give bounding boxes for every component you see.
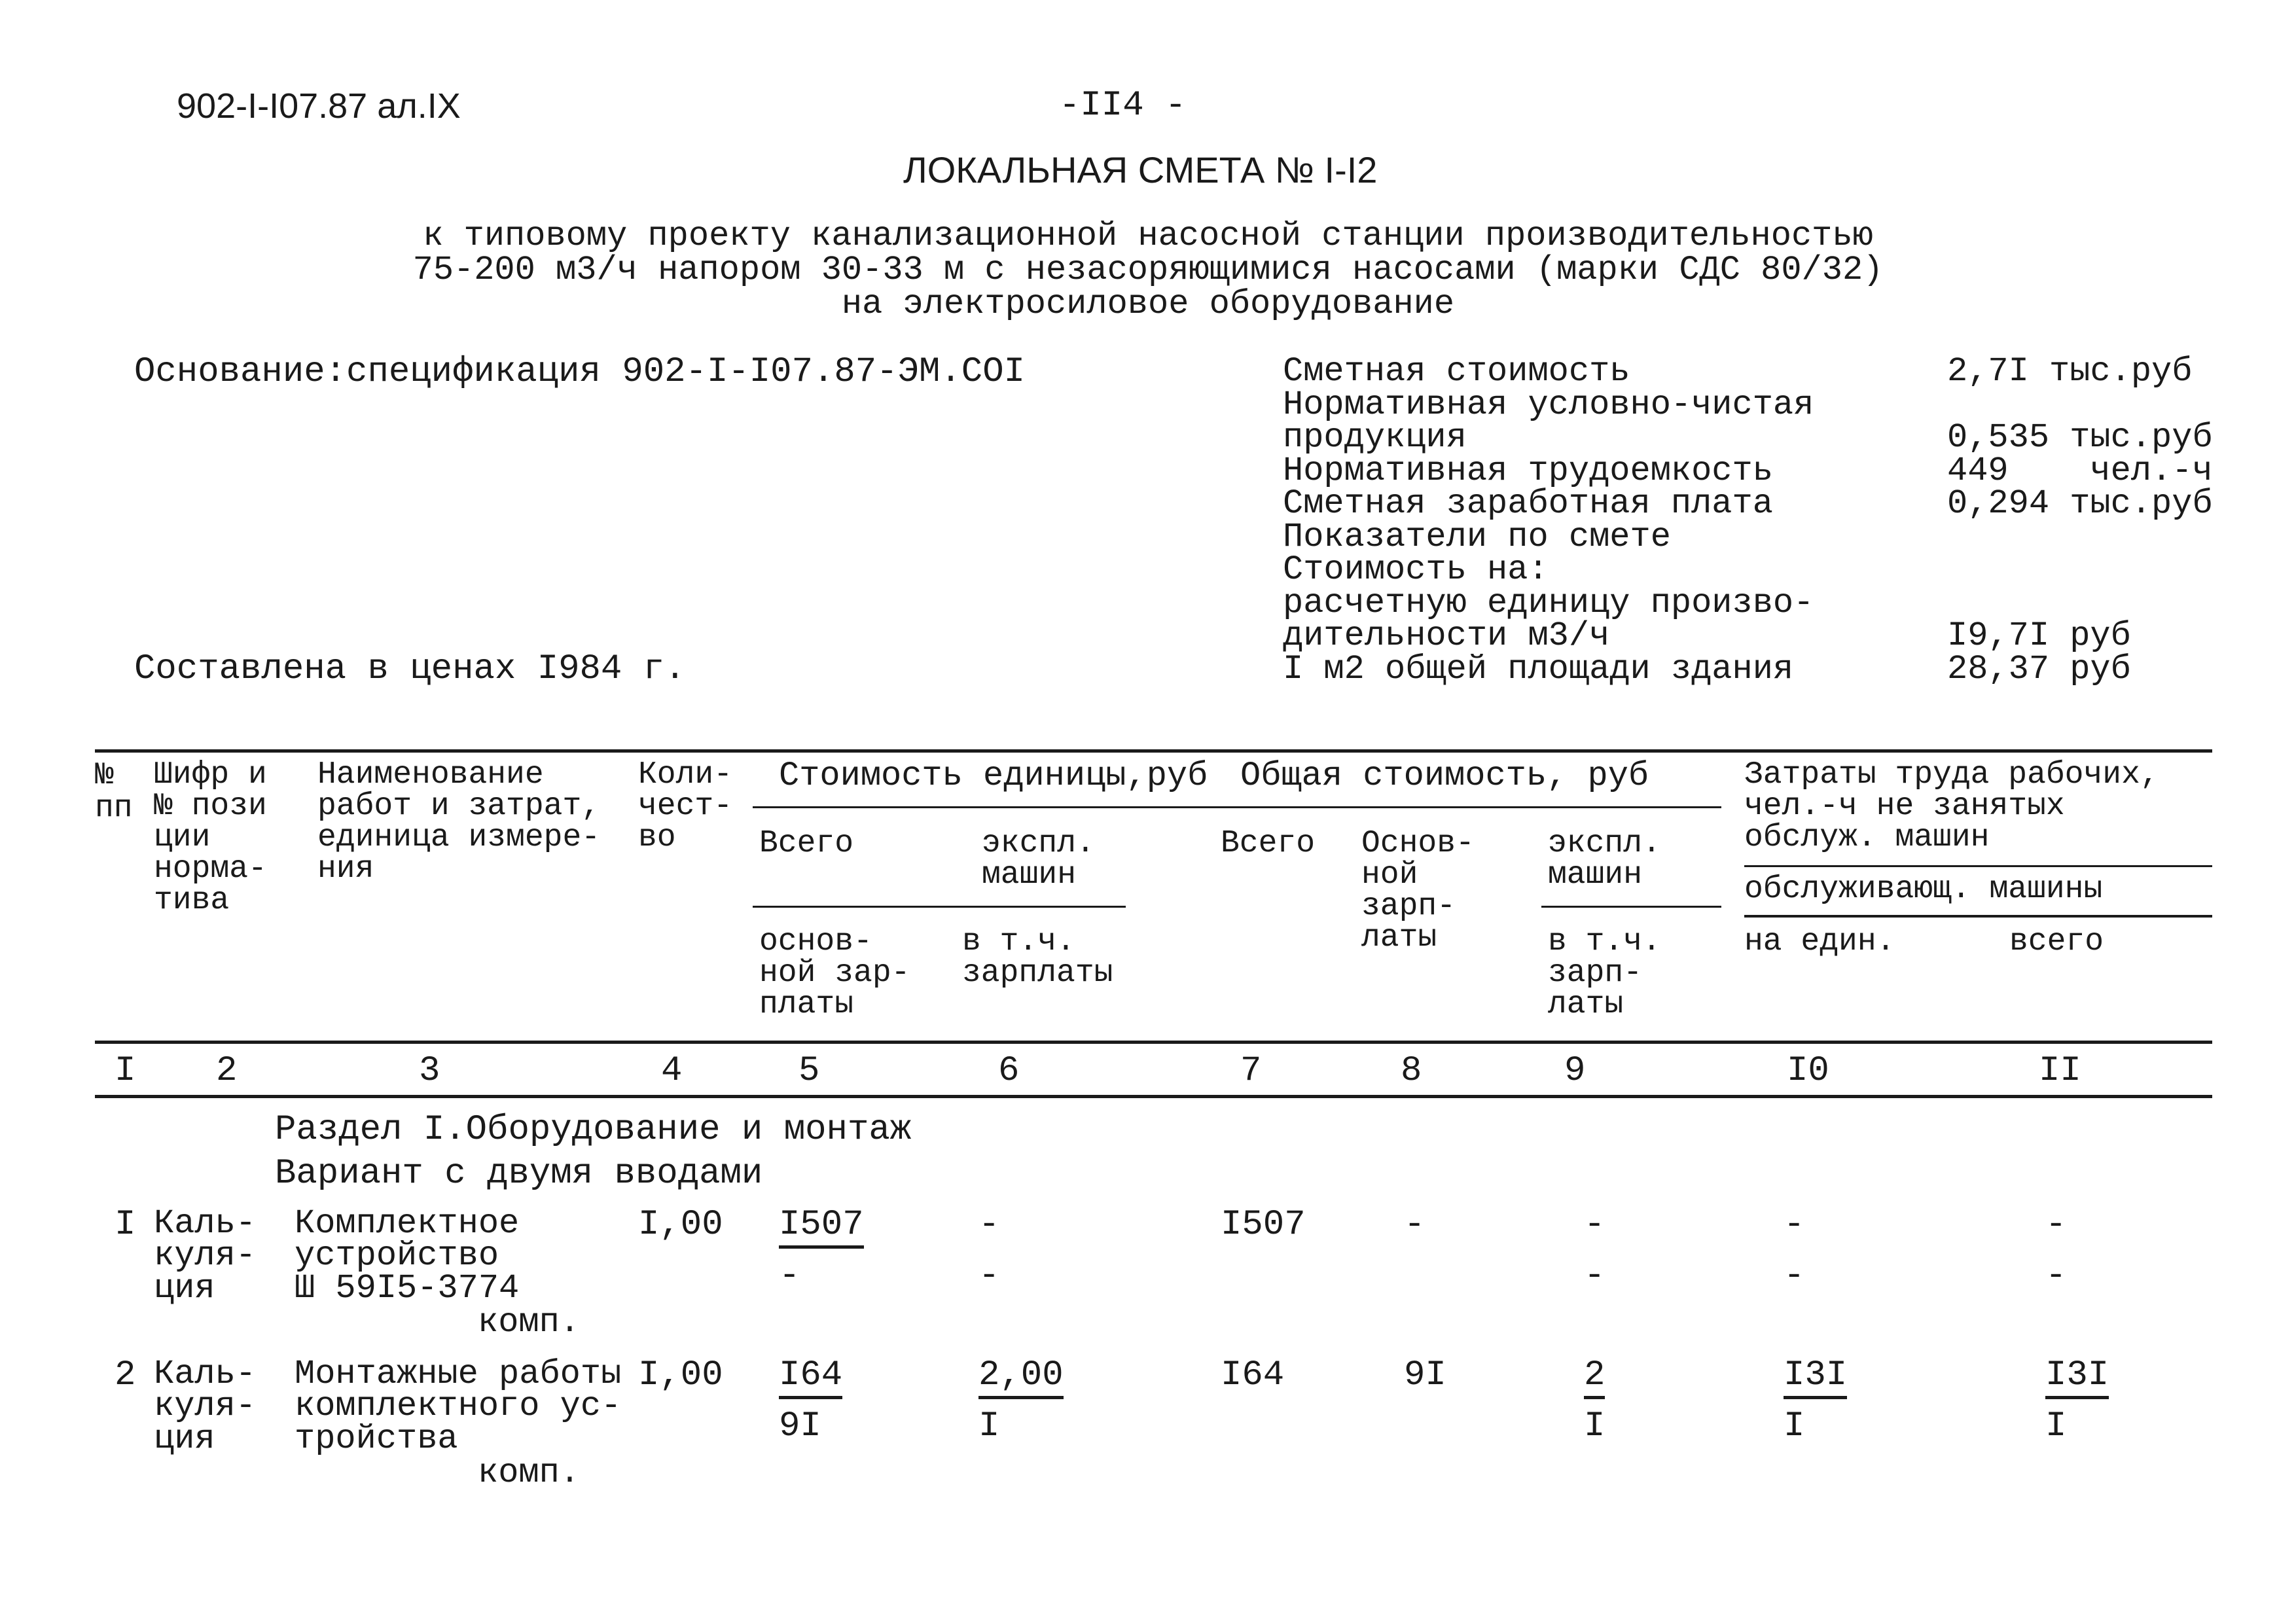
header-quantity: Коли- чест- во bbox=[638, 757, 733, 855]
row-total-salary: 9I bbox=[1404, 1355, 1446, 1395]
summary-label: продукция bbox=[1283, 418, 1467, 457]
row-unit-cost-top: I507 bbox=[779, 1207, 864, 1249]
header-labor-unit: на един. bbox=[1744, 924, 1895, 959]
header-unit-machines: экспл. машин bbox=[982, 826, 1095, 893]
row-labor-all-bottom: I bbox=[2045, 1406, 2067, 1446]
header-total-machine-salary: в т.ч. зарп- латы bbox=[1548, 924, 1661, 1022]
document-title: ЛОКАЛЬНАЯ СМЕТА № I-I2 bbox=[903, 149, 1378, 190]
row-number: 2 bbox=[115, 1355, 136, 1395]
header-unit-machine-salary: в т.ч. зарплаты bbox=[962, 924, 1113, 991]
column-number: 4 bbox=[661, 1051, 683, 1091]
row-total-machine-cost-bottom: - bbox=[1584, 1256, 1605, 1296]
column-number: 3 bbox=[419, 1051, 440, 1091]
header-code: Шифр и № пози ции норма- тива bbox=[154, 757, 267, 918]
header-row-number: № пп bbox=[95, 758, 133, 827]
prices-year-text: Составлена в ценах I984 г. bbox=[134, 649, 686, 689]
subtitle-line-3: на электросиловое оборудование bbox=[841, 285, 1455, 323]
summary-label: Сметная стоимость bbox=[1283, 352, 1630, 391]
row-code: Каль- куля- ция bbox=[154, 1355, 257, 1458]
column-number: I0 bbox=[1787, 1051, 1829, 1091]
row-unit-machine-cost-top: - bbox=[978, 1205, 1000, 1245]
row-quantity: I,00 bbox=[638, 1205, 723, 1245]
summary-label: Сметная заработная плата bbox=[1283, 484, 1773, 523]
header-labor-all: всего bbox=[2009, 924, 2104, 959]
column-number: 9 bbox=[1564, 1051, 1586, 1091]
summary-label: расчетную единицу произво- bbox=[1283, 583, 1814, 622]
row-work-name: Комплектное устройство Ш 59I5-3774 bbox=[295, 1204, 520, 1308]
summary-label: Стоимость на: bbox=[1283, 550, 1549, 589]
row-labor-all-bottom: - bbox=[2045, 1256, 2067, 1296]
summary-value: 0,294 тыс.руб bbox=[1947, 484, 2213, 523]
row-number: I bbox=[115, 1205, 136, 1245]
header-unit-salary: основ- ной зар- платы bbox=[759, 924, 910, 1022]
basis-text: Основание:спецификация 902-I-I07.87-ЭМ.СОI bbox=[134, 352, 1026, 392]
row-work-name: Монтажные работы комплектного ус- тройства bbox=[295, 1355, 622, 1458]
subtitle-line-1: к типовому проекту канализационной насосной станции производительностью bbox=[423, 217, 1873, 255]
header-total-salary: Основ- ной зарп- латы bbox=[1361, 826, 1475, 955]
colnum-bottom-rule bbox=[95, 1095, 2212, 1098]
summary-label: Показатели по смете bbox=[1283, 517, 1671, 556]
unit-sub-rule bbox=[753, 906, 1126, 908]
table-top-rule bbox=[95, 749, 2212, 753]
summary-value: 2,7I тыс.руб bbox=[1947, 352, 2193, 391]
doc-code: 902-I-I07.87 ал.IX bbox=[177, 86, 461, 126]
row-quantity: I,00 bbox=[638, 1355, 723, 1395]
row-labor-unit-bottom: - bbox=[1784, 1256, 1805, 1296]
row-unit: комп. bbox=[478, 1454, 581, 1492]
row-unit-machine-cost-bottom: I bbox=[978, 1406, 1000, 1446]
row-labor-unit-bottom: I bbox=[1784, 1406, 1805, 1446]
subtitle-line-2: 75-200 м3/ч напором 30-33 м с незасоряющимися насосами (марки СДС 80/32) bbox=[412, 251, 1884, 289]
row-unit-machine-cost-bottom: - bbox=[978, 1256, 1000, 1296]
row-unit-cost-bottom: 9I bbox=[779, 1406, 821, 1446]
header-unit-total: Всего bbox=[759, 826, 854, 861]
row-total-machine-cost-top: - bbox=[1584, 1205, 1605, 1245]
row-total-salary: - bbox=[1404, 1205, 1426, 1245]
column-number: 7 bbox=[1240, 1051, 1262, 1091]
summary-value: 28,37 руб bbox=[1947, 649, 2131, 688]
row-total-cost: I64 bbox=[1221, 1355, 1285, 1395]
row-unit-cost-bottom: - bbox=[779, 1256, 800, 1296]
section-title: Раздел I.Оборудование и монтаж bbox=[275, 1110, 912, 1150]
summary-label: Нормативная условно-чистая bbox=[1283, 385, 1814, 424]
row-total-machine-cost-top: 2 bbox=[1584, 1358, 1605, 1399]
summary-label: дительности м3/ч bbox=[1283, 616, 1610, 655]
labor-rule-1 bbox=[1744, 865, 2212, 867]
column-number: 8 bbox=[1401, 1051, 1422, 1091]
total-sub-rule bbox=[1541, 906, 1721, 908]
summary-label: I м2 общей площади здания bbox=[1283, 649, 1794, 688]
row-unit-cost-top: I64 bbox=[779, 1358, 842, 1399]
column-number: I bbox=[115, 1051, 136, 1091]
header-bottom-rule bbox=[95, 1041, 2212, 1044]
column-number: 2 bbox=[216, 1051, 238, 1091]
summary-value: I9,7I руб bbox=[1947, 616, 2131, 655]
summary-label: Нормативная трудоемкость bbox=[1283, 451, 1773, 490]
summary-value: 449 чел.-ч bbox=[1947, 451, 2213, 490]
header-total-cost: Общая стоимость, руб bbox=[1240, 757, 1649, 795]
variant-title: Вариант с двумя вводами bbox=[275, 1154, 763, 1194]
column-number: 6 bbox=[998, 1051, 1020, 1091]
summary-value: 0,535 тыс.руб bbox=[1947, 418, 2213, 457]
row-total-cost: I507 bbox=[1221, 1205, 1306, 1245]
column-number: II bbox=[2039, 1051, 2081, 1091]
page-number: -II4 - bbox=[1059, 86, 1187, 126]
row-labor-unit-top: I3I bbox=[1784, 1358, 1847, 1399]
row-total-machine-cost-bottom: I bbox=[1584, 1406, 1605, 1446]
row-unit: комп. bbox=[478, 1303, 581, 1342]
row-code: Каль- куля- ция bbox=[154, 1204, 257, 1308]
header-labor: Затраты труда рабочих, чел.-ч не занятых обслуж. машин bbox=[1744, 757, 2159, 855]
header-work-name: Наименование работ и затрат, единица измере- ния bbox=[317, 757, 601, 887]
column-number: 5 bbox=[798, 1051, 820, 1091]
header-labor-service: обслуживающ. машины bbox=[1744, 872, 2103, 907]
header-total-all: Всего bbox=[1221, 826, 1316, 861]
row-labor-unit-top: - bbox=[1784, 1205, 1805, 1245]
row-labor-all-top: I3I bbox=[2045, 1358, 2109, 1399]
header-unit-cost: Стоимость единицы,руб bbox=[779, 757, 1208, 795]
labor-rule-2 bbox=[1744, 915, 2212, 918]
header-total-machines: экспл. машин bbox=[1548, 826, 1661, 893]
row-unit-machine-cost-top: 2,00 bbox=[978, 1358, 1064, 1399]
row-labor-all-top: - bbox=[2045, 1205, 2067, 1245]
unit-cost-rule bbox=[753, 806, 1721, 808]
